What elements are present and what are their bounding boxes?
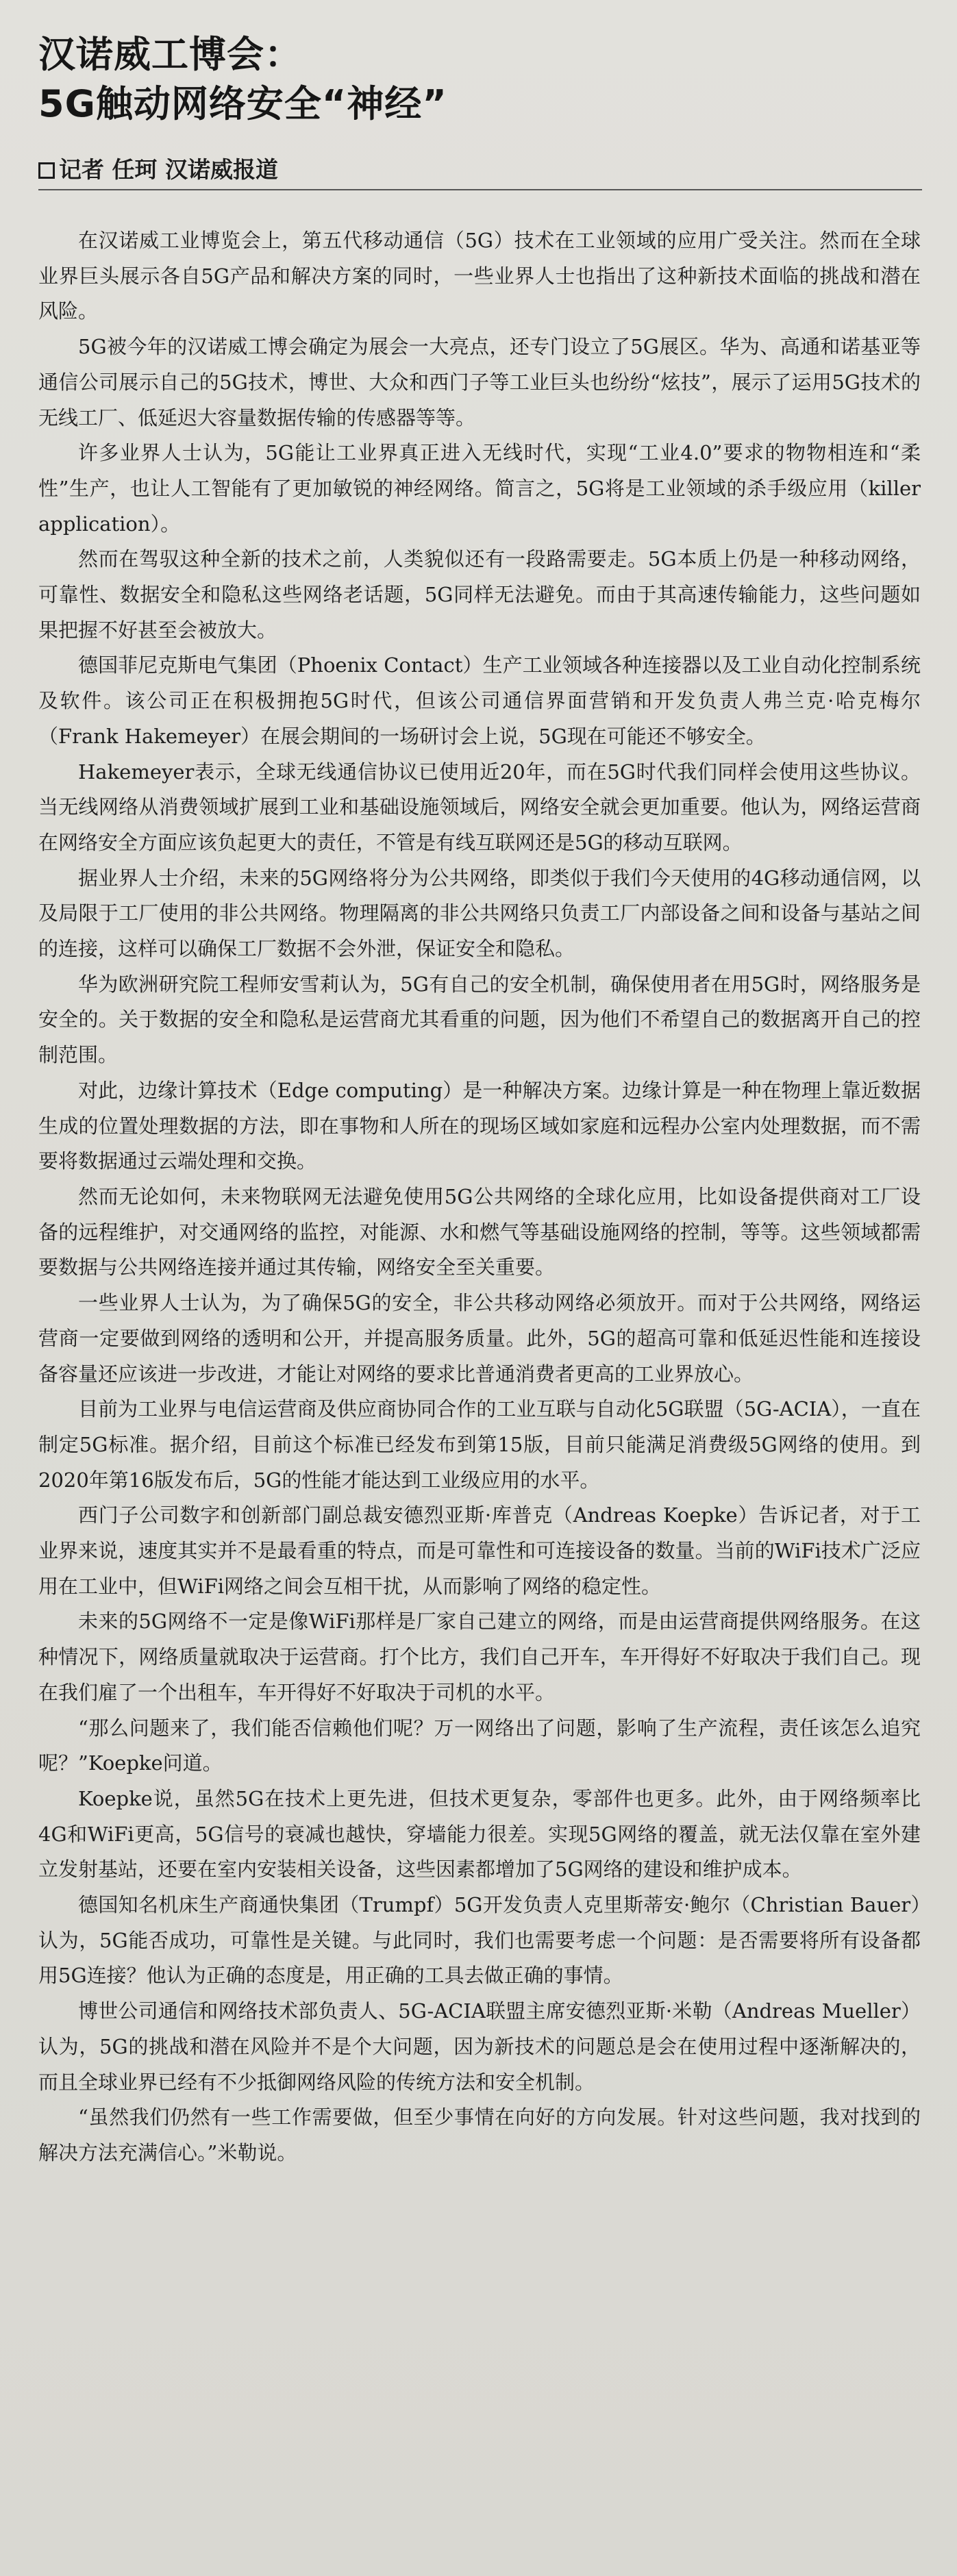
- headline: [38, 30, 929, 129]
- paragraph: 然而在驾驭这种全新的技术之前，人类貌似还有一段路需要走。5G本质上仍是一种移动网络，可靠性、数据安全和隐私这些网络老话题，5G同样无法避免。而由于其高速传输能力，这些问题如果把握不好甚至会被放大。: [38, 547, 921, 642]
- paragraph: 德国菲尼克斯电气集团（Phoenix Contact）生产工业领域各种连接器以及工业自动化控制系统及软件。该公司正在积极拥抱5G时代，但该公司通信界面营销和开发负责人弗兰克·哈克梅尔（Frank Hakemeyer）在展会期间的一场研讨会上说，5G现在可能还不够安全。: [38, 653, 921, 748]
- paragraph: 5G被今年的汉诺威工博会确定为展会一大亮点，还专门设立了5G展区。华为、高通和诺基亚等通信公司展示自己的5G技术，博世、大众和西门子等工业巨头也纷纷“炫技”，展示了运用5G技术的无线工厂、低延迟大容量数据传输的传感器等等。: [38, 335, 921, 429]
- paragraph: 一些业界人士认为，为了确保5G的安全，非公共移动网络必须放开。而对于公共网络，网络运营商一定要做到网络的透明和公开，并提高服务质量。此外，5G的超高可靠和低延迟性能和连接设备容量还应该进一步改进，才能让对网络的要求比普通消费者更高的工业界放心。: [38, 1291, 921, 1386]
- paragraph: 华为欧洲研究院工程师安雪莉认为，5G有自己的安全机制，确保使用者在用5G时，网络服务是安全的。关于数据的安全和隐私是运营商尤其看重的问题，因为他们不希望自己的数据离开自己的控制范围。: [38, 972, 921, 1067]
- paragraph: 许多业界人士认为，5G能让工业界真正进入无线时代，实现“工业4.0”要求的物物相连和“柔性”生产，也让人工智能有了更加敏锐的神经网络。简言之，5G将是工业领域的杀手级应用（killer application）。: [38, 441, 921, 536]
- paragraph: 西门子公司数字和创新部门副总裁安德烈亚斯·库普克（Andreas Koepke）告诉记者，对于工业界来说，速度其实并不是最看重的特点，而是可靠性和可连接设备的数量。当前的WiFi技术广泛应用在工业中，但WiFi网络之间会互相干扰，从而影响了网络的稳定性。: [38, 1503, 921, 1598]
- paragraph: Hakemeyer表示，全球无线通信协议已使用近20年，而在5G时代我们同样会使用这些协议。当无线网络从消费领域扩展到工业和基础设施领域后，网络安全就会更加重要。他认为，网络运营商在网络安全方面应该负起更大的责任，不管是有线互联网还是5G的移动互联网。: [38, 760, 921, 854]
- byline: [38, 156, 278, 184]
- byline-divider: [38, 189, 922, 190]
- paragraph: 对此，边缘计算技术（Edge computing）是一种解决方案。边缘计算是一种在物理上靠近数据生成的位置处理数据的方法，即在事物和人所在的现场区域如家庭和远程办公室内处理数据，而不需要将数据通过云端处理和交换。: [38, 1078, 921, 1173]
- article-body: [38, 223, 921, 2171]
- paragraph: 然而无论如何，未来物联网无法避免使用5G公共网络的全球化应用，比如设备提供商对工厂设备的远程维护，对交通网络的监控，对能源、水和燃气等基础设施网络的控制，等等。这些领域都需要数据与公共网络连接并通过其传输，网络安全至关重要。: [38, 1184, 921, 1279]
- paragraph: “那么问题来了，我们能否信赖他们呢？万一网络出了问题，影响了生产流程，责任该怎么追究呢？”Koepke问道。: [38, 1716, 921, 1775]
- paragraph: 据业界人士介绍，未来的5G网络将分为公共网络，即类似于我们今天使用的4G移动通信网，以及局限于工厂使用的非公共网络。物理隔离的非公共网络只负责工厂内部设备之间和设备与基站之间的连接，这样可以确保工厂数据不会外泄，保证安全和隐私。: [38, 866, 921, 961]
- paragraph: Koepke说，虽然5G在技术上更先进，但技术更复杂，零部件也更多。此外，由于网络频率比4G和WiFi更高，5G信号的衰减也越快，穿墙能力很差。实现5G网络的覆盖，就无法仅靠在室外建立发射基站，还要在室内安装相关设备，这些因素都增加了5G网络的建设和维护成本。: [38, 1786, 921, 1881]
- byline-box-icon: [38, 162, 55, 179]
- headline-line-2: 5G触动网络安全“神经”: [38, 82, 447, 125]
- paragraph: 在汉诺威工业博览会上，第五代移动通信（5G）技术在工业领域的应用广受关注。然而在全球业界巨头展示各自5G产品和解决方案的同时，一些业界人士也指出了这种新技术面临的挑战和潜在风险。: [38, 229, 921, 323]
- paragraph: 德国知名机床生产商通快集团（Trumpf）5G开发负责人克里斯蒂安·鲍尔（Christian Bauer）认为，5G能否成功，可靠性是关键。与此同时，我们也需要考虑一个问题：是否需要将所有设备都用5G连接？他认为正确的态度是，用正确的工具去做正确的事情。: [38, 1893, 921, 1988]
- byline-text: 记者 任珂 汉诺威报道: [59, 156, 278, 183]
- paragraph: 博世公司通信和网络技术部负责人、5G-ACIA联盟主席安德烈亚斯·米勒（Andreas Mueller）认为，5G的挑战和潜在风险并不是个大问题，因为新技术的问题总是会在使用过程中逐渐解决的，而且全球业界已经有不少抵御网络风险的传统方法和安全机制。: [38, 1999, 921, 2094]
- paragraph: 未来的5G网络不一定是像WiFi那样是厂家自己建立的网络，而是由运营商提供网络服务。在这种情况下，网络质量就取决于运营商。打个比方，我们自己开车，车开得好不好取决于我们自己。现在我们雇了一个出租车，车开得好不好取决于司机的水平。: [38, 1610, 921, 1704]
- paragraph: 目前为工业界与电信运营商及供应商协同合作的工业互联与自动化5G联盟（5G-ACIA），一直在制定5G标准。据介绍，目前这个标准已经发布到第15版，目前只能满足消费级5G网络的使用。到2020年第16版发布后，5G的性能才能达到工业级应用的水平。: [38, 1397, 921, 1492]
- paragraph: “虽然我们仍然有一些工作需要做，但至少事情在向好的方向发展。针对这些问题，我对找到的解决方法充满信心。”米勒说。: [38, 2105, 921, 2164]
- headline-line-1: 汉诺威工博会：: [38, 33, 302, 76]
